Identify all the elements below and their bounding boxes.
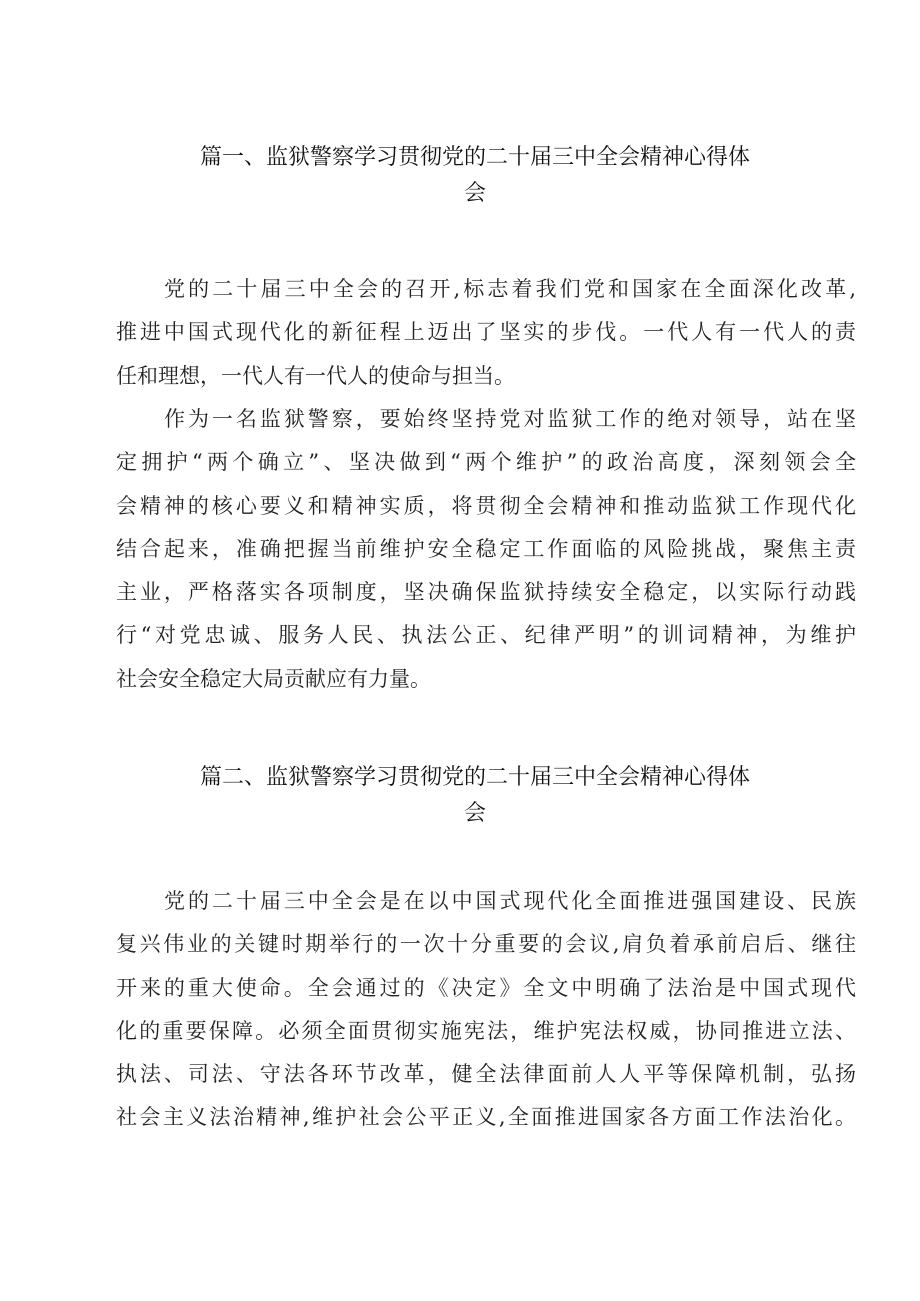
paragraph-line: 党的二十届三中全会的召开,标志着我们党和国家在全面深化改革, bbox=[164, 277, 856, 301]
paragraph-line: 推进中国式现代化的新征程上迈出了坚实的步伐。一代人有一代人的责 bbox=[116, 320, 856, 345]
paragraph-line: 党的二十届三中全会是在以中国式现代化全面推进强国建设、民族 bbox=[164, 889, 856, 913]
paragraph-line: 任和理想，一代人有一代人的使命与担当。 bbox=[116, 363, 515, 388]
article2-title-line: 篇二、监狱警察学习贯彻党的二十届三中全会精神心得体 bbox=[199, 765, 750, 790]
article1-paragraph-1 bbox=[116, 268, 856, 398]
paragraph-line: 结合起来，准确把握当前维护安全稳定工作面临的风险挑战，聚焦主责 bbox=[116, 536, 856, 561]
article1-paragraph-2 bbox=[116, 398, 856, 701]
article2-title bbox=[170, 760, 780, 832]
paragraph-line: 开来的重大使命。全会通过的《决定》全文中明确了法治是中国式现代 bbox=[116, 975, 856, 1000]
paragraph-line: 社会主义法治精神,维护社会公平正义,全面推进国家各方面工作法治化。 bbox=[116, 1105, 856, 1130]
paragraph-line: 复兴伟业的关键时期举行的一次十分重要的会议,肩负着承前启后、继往 bbox=[116, 932, 856, 957]
article2-paragraph-1 bbox=[116, 880, 856, 1140]
article2-title-line: 会 bbox=[463, 801, 486, 826]
paragraph-line: 社会安全稳定大局贡献应有力量。 bbox=[116, 666, 431, 691]
article1-title-line: 篇一、监狱警察学习贯彻党的二十届三中全会精神心得体 bbox=[199, 145, 750, 170]
paragraph-line: 会精神的核心要义和精神实质，将贯彻全会精神和推动监狱工作现代化 bbox=[116, 493, 856, 518]
paragraph-line: 化的重要保障。必须全面贯彻实施宪法，维护宪法权威，协同推进立法、 bbox=[116, 1018, 856, 1043]
paragraph-line: 执法、司法、守法各环节改革，健全法律面前人人平等保障机制，弘扬 bbox=[116, 1062, 856, 1087]
article1-title-line: 会 bbox=[463, 181, 486, 206]
paragraph-line: 行“对党忠诚、服务人民、执法公正、纪律严明”的训词精神，为维护 bbox=[116, 623, 856, 648]
paragraph-line: 作为一名监狱警察，要始终坚持党对监狱工作的绝对领导，站在坚 bbox=[164, 407, 856, 431]
paragraph-line: 定拥护“两个确立”、坚决做到“两个维护”的政治高度，深刻领会全 bbox=[116, 450, 856, 475]
article1-title bbox=[170, 140, 780, 212]
paragraph-line: 主业，严格落实各项制度，坚决确保监狱持续安全稳定，以实际行动践 bbox=[116, 580, 856, 605]
